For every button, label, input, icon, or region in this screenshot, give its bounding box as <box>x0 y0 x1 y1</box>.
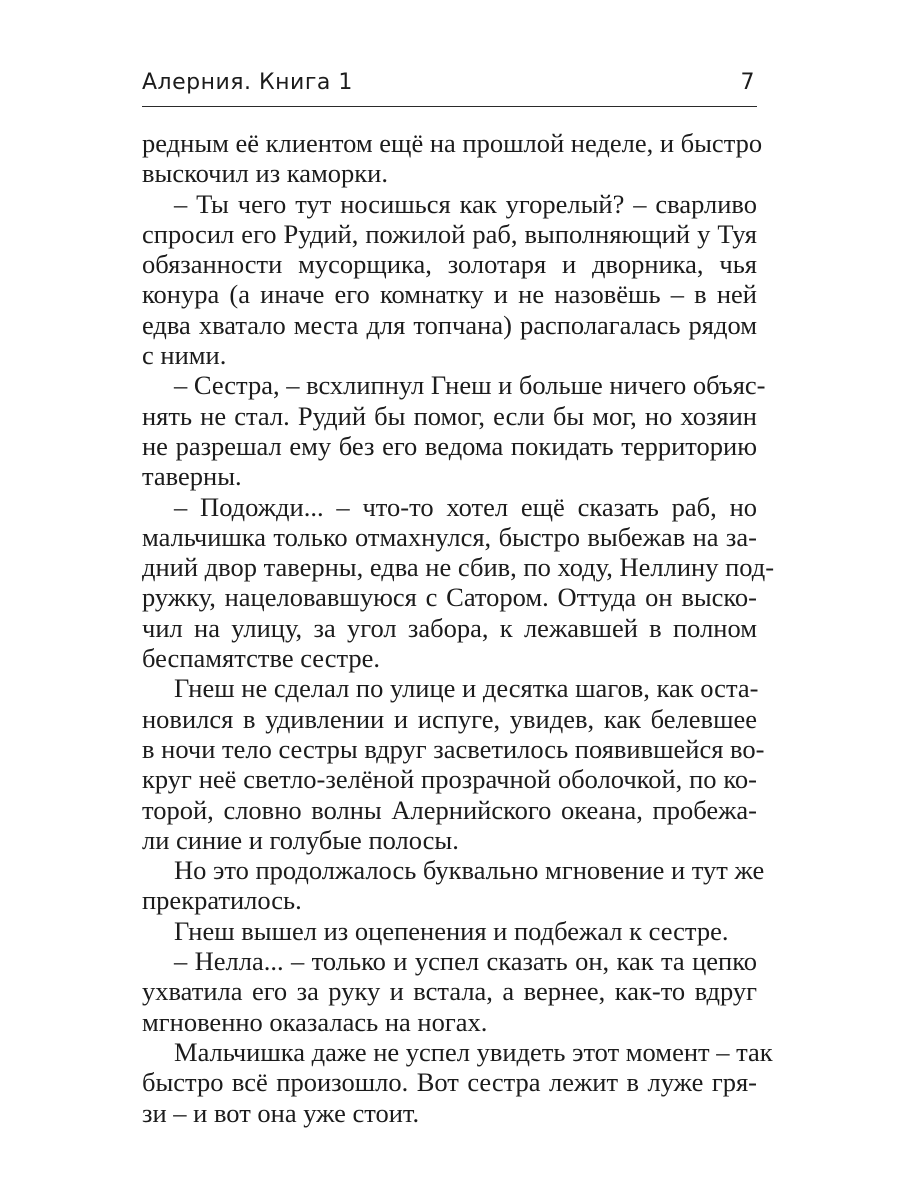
running-header <box>142 66 757 107</box>
text-line: обязанности мусорщика, золотаря и дворника, чья <box>142 249 757 280</box>
text-line: ружку, нацеловавшуюся с Сатором. Оттуда он выско- <box>142 582 757 613</box>
text-line: едва хватало места для топчана) располагалась рядом <box>142 309 757 340</box>
text-line: нять не стал. Рудий бы помог, если бы мог, но хозяин <box>142 400 757 431</box>
paragraph <box>142 128 763 189</box>
text-line: Но это продолжалось буквально мгновение и тут же <box>174 855 765 886</box>
text-line: редным её клиентом ещё на прошлой неделе, и быстро <box>142 128 763 158</box>
text-line: спросил его Рудий, пожилой раб, выполняющий у Туя <box>142 218 757 249</box>
text-line: зи – и вот она уже стоит. <box>142 1097 420 1128</box>
running-title: Алерния. Книга 1 <box>142 70 353 95</box>
text-line: чил на улицу, за угол забора, к лежавшей в полном <box>142 612 757 643</box>
text-line: дний двор таверны, едва не сбив, по ходу, Неллину под- <box>142 552 775 583</box>
text-line: с ними. <box>142 340 227 371</box>
text-line: ухватила его за руку и встала, а вернее, как-то вдруг <box>142 976 757 1007</box>
text-line: новился в удивлении и испуге, увидев, как белевшее <box>142 703 757 734</box>
text-line: ли синие и голубые полосы. <box>142 824 459 855</box>
text-line: конура (а иначе его комнатку и не назовёшь – в ней <box>142 279 757 310</box>
text-line: в ночи тело сестры вдруг засветилось появившейся во- <box>142 733 765 764</box>
text-line: мальчишка только отмахнулся, быстро выбежав на за- <box>142 521 757 552</box>
paragraph <box>142 1036 773 1128</box>
text-line: быстро всё произошло. Вот сестра лежит в луже гря- <box>142 1067 757 1098</box>
text-line: – Сестра, – всхлипнул Гнеш и больше ничего объяс- <box>174 370 766 401</box>
paragraph <box>142 491 775 674</box>
text-line: мгновенно оказалась на ногах. <box>142 1006 488 1037</box>
text-line: – Подожди... – что-то хотел ещё сказать раб, но <box>174 491 757 522</box>
page-number: 7 <box>740 70 755 95</box>
text-line: Мальчишка даже не успел увидеть этот момент – так <box>174 1036 773 1067</box>
text-line: не разрешал ему без его ведома покидать территорию <box>142 430 757 461</box>
text-line: – Ты чего тут носишься как угорелый? – сварливо <box>174 188 757 219</box>
text-line: таверны. <box>142 461 242 492</box>
text-line: прекратилось. <box>142 885 302 916</box>
paragraph <box>142 370 766 492</box>
paragraph <box>142 916 757 946</box>
text-line: выскочил из каморки. <box>142 158 388 189</box>
body-text <box>142 128 775 1128</box>
text-line: беспамятстве сестре. <box>142 643 381 674</box>
text-line: Гнеш вышел из оцепенения и подбежал к сестре. <box>174 915 729 946</box>
paragraph <box>142 946 757 1037</box>
text-line: торой, словно волны Алернийского океана, пробежа- <box>142 794 757 825</box>
text-line: – Нелла... – только и успел сказать он, как та цепко <box>174 946 757 977</box>
text-line: круг неё светло-зелёной прозрачной оболочкой, по ко- <box>142 764 757 795</box>
paragraph <box>142 855 765 916</box>
paragraph <box>142 673 765 855</box>
paragraph <box>142 189 757 371</box>
text-line: Гнеш не сделал по улице и десятка шагов, как оста- <box>174 673 759 704</box>
